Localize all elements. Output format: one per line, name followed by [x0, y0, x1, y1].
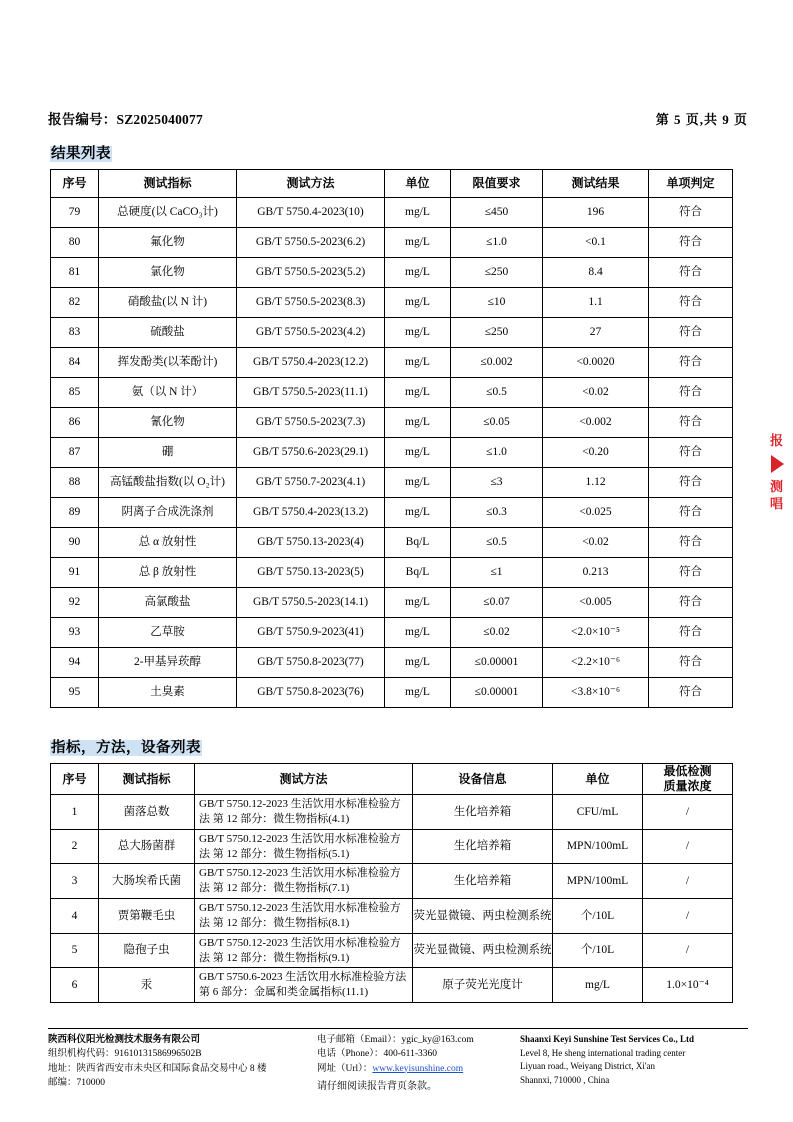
document-header: [48, 108, 748, 128]
cell-unit: mg/L: [385, 288, 451, 318]
cell-verdict: 符合: [649, 438, 733, 468]
cell-limit: ≤0.00001: [451, 678, 543, 708]
cell-limit: ≤450: [451, 198, 543, 228]
cell-unit: mg/L: [385, 468, 451, 498]
company-address-en-3: Shannxi, 710000 , China: [520, 1074, 610, 1085]
table-row: [51, 678, 733, 708]
cell-verdict: 符合: [649, 468, 733, 498]
page-indicator: 第 5 页,共 9 页: [655, 112, 748, 127]
table-row: [51, 258, 733, 288]
cell-item: 总大肠菌群: [99, 829, 195, 864]
footer-divider: [48, 1028, 748, 1029]
stamp-char-1: 报: [770, 433, 784, 448]
table-row: [51, 318, 733, 348]
cell-result: 8.4: [543, 258, 649, 288]
cell-result: <0.0020: [543, 348, 649, 378]
cell-unit: CFU/mL: [553, 795, 643, 830]
cell-no: 86: [51, 408, 99, 438]
table-row: [51, 408, 733, 438]
cell-verdict: 符合: [649, 258, 733, 288]
table-row: [51, 468, 733, 498]
cell-limit: ≤0.07: [451, 588, 543, 618]
cell-no: 81: [51, 258, 99, 288]
cell-no: 6: [51, 968, 99, 1003]
table-row: [51, 933, 733, 968]
footer-phone-line: [317, 1047, 513, 1061]
email-value: ygic_ky@163.com: [401, 1035, 474, 1045]
col-item: 测试指标: [99, 170, 237, 198]
cell-result: 1.1: [543, 288, 649, 318]
cell-item: 氨（以 N 计）: [99, 378, 237, 408]
cell-item: 高氯酸盐: [99, 588, 237, 618]
cell-result: 27: [543, 318, 649, 348]
cell-no: 79: [51, 198, 99, 228]
cell-item: 总硬度(以 CaCO₃计): [99, 198, 237, 228]
table-row: [51, 498, 733, 528]
cell-unit: MPN/100mL: [553, 864, 643, 899]
cell-limit: ≤0.00001: [451, 648, 543, 678]
cell-unit: MPN/100mL: [553, 829, 643, 864]
cell-unit: mg/L: [385, 438, 451, 468]
cell-limit: ≤0.05: [451, 408, 543, 438]
cell-mdl: /: [643, 933, 733, 968]
cell-limit: ≤1.0: [451, 438, 543, 468]
cell-no: 88: [51, 468, 99, 498]
cell-device: 原子荧光光度计: [413, 968, 553, 1003]
cell-no: 83: [51, 318, 99, 348]
cell-unit: mg/L: [385, 318, 451, 348]
cell-unit: mg/L: [385, 348, 451, 378]
cell-limit: ≤1: [451, 558, 543, 588]
cell-device: 荧光显微镜、两虫检测系统: [413, 899, 553, 934]
cell-unit: Bq/L: [385, 528, 451, 558]
cell-method: GB/T 5750.5-2023(6.2): [237, 228, 385, 258]
cell-method: GB/T 5750.8-2023(77): [237, 648, 385, 678]
company-code: 组织机构代码：91610131586996502B: [48, 1049, 202, 1060]
cell-method: GB/T 5750.5-2023(11.1): [237, 378, 385, 408]
cell-limit: ≤250: [451, 258, 543, 288]
cell-item: 氯化物: [99, 258, 237, 288]
footer-contact-info: [317, 1033, 513, 1094]
table-row: [51, 968, 733, 1003]
cell-item: 总 α 放射性: [99, 528, 237, 558]
cell-method: GB/T 5750.12-2023 生活饮用水标准检验方法 第 12 部分：微生物指标(4.1): [195, 795, 413, 830]
cell-item: 乙草胺: [99, 618, 237, 648]
company-name-en: Shaanxi Keyi Sunshine Test Services Co., Ltd: [520, 1034, 695, 1044]
cell-result: <2.2×10⁻⁶: [543, 648, 649, 678]
cell-verdict: 符合: [649, 678, 733, 708]
cell-mdl: /: [643, 899, 733, 934]
cell-no: 80: [51, 228, 99, 258]
cell-verdict: 符合: [649, 378, 733, 408]
cell-result: <0.1: [543, 228, 649, 258]
table-row: [51, 348, 733, 378]
cell-mdl: /: [643, 829, 733, 864]
col-no: 序号: [51, 170, 99, 198]
col-limit: 限值要求: [451, 170, 543, 198]
cell-result: <0.20: [543, 438, 649, 468]
cell-method: GB/T 5750.13-2023(4): [237, 528, 385, 558]
cell-unit: mg/L: [385, 678, 451, 708]
col-unit: 单位: [385, 170, 451, 198]
cell-device: 生化培养箱: [413, 864, 553, 899]
cell-no: 84: [51, 348, 99, 378]
cell-verdict: 符合: [649, 528, 733, 558]
cell-unit: Bq/L: [385, 558, 451, 588]
cell-verdict: 符合: [649, 588, 733, 618]
results-table-header-row: [51, 170, 733, 198]
cell-method: GB/T 5750.13-2023(5): [237, 558, 385, 588]
cell-device: 荧光显微镜、两虫检测系统: [413, 933, 553, 968]
company-postcode: 邮编：710000: [48, 1077, 106, 1088]
results-table: [50, 169, 733, 708]
equipment-table-header-row: [51, 764, 733, 795]
company-name-cn: 陕西科仪阳光检测技术服务有限公司: [48, 1035, 201, 1045]
footer-url-line: [317, 1062, 513, 1076]
cell-no: 94: [51, 648, 99, 678]
col-result: 测试结果: [543, 170, 649, 198]
cell-unit: mg/L: [385, 648, 451, 678]
cell-verdict: 符合: [649, 288, 733, 318]
equipment-section-title-text: 指标，方法，设备列表: [51, 740, 201, 756]
cell-no: 4: [51, 899, 99, 934]
cell-unit: mg/L: [385, 618, 451, 648]
table-row: [51, 288, 733, 318]
cell-no: 5: [51, 933, 99, 968]
table-row: [51, 899, 733, 934]
cell-no: 2: [51, 829, 99, 864]
cell-method: GB/T 5750.12-2023 生活饮用水标准检验方法 第 12 部分：微生物指标(9.1): [195, 933, 413, 968]
cell-method: GB/T 5750.5-2023(7.3): [237, 408, 385, 438]
cell-device: 生化培养箱: [413, 829, 553, 864]
cell-verdict: 符合: [649, 228, 733, 258]
cell-result: <3.8×10⁻⁶: [543, 678, 649, 708]
table-row: [51, 618, 733, 648]
cell-result: <0.02: [543, 378, 649, 408]
cell-item: 总 β 放射性: [99, 558, 237, 588]
cell-item: 硝酸盐(以 N 计): [99, 288, 237, 318]
col-mdl-line1: 最低检测: [663, 764, 712, 778]
cell-method: GB/T 5750.12-2023 生活饮用水标准检验方法 第 12 部分：微生物指标(7.1): [195, 864, 413, 899]
stamp-char-2: 测: [770, 478, 784, 494]
cell-no: 95: [51, 678, 99, 708]
table-row: [51, 829, 733, 864]
cell-result: 0.213: [543, 558, 649, 588]
table-row: [51, 378, 733, 408]
cell-no: 91: [51, 558, 99, 588]
equipment-section-title: [50, 736, 748, 757]
cell-result: <0.002: [543, 408, 649, 438]
col-no: 序号: [51, 764, 99, 795]
cell-item: 氰化物: [99, 408, 237, 438]
company-address-en-1: Level 8, He sheng international trading center: [520, 1047, 686, 1058]
cell-unit: mg/L: [553, 968, 643, 1003]
cell-limit: ≤0.5: [451, 528, 543, 558]
cell-item: 挥发酚类(以苯酚计): [99, 348, 237, 378]
cell-limit: ≤0.002: [451, 348, 543, 378]
cell-unit: mg/L: [385, 198, 451, 228]
cell-item: 硫酸盐: [99, 318, 237, 348]
cell-limit: ≤3: [451, 468, 543, 498]
cell-item: 隐孢子虫: [99, 933, 195, 968]
company-address-cn: 地址：陕西省西安市未央区和国际食品交易中心 8 楼: [48, 1063, 267, 1074]
cell-item: 氟化物: [99, 228, 237, 258]
cell-limit: ≤0.3: [451, 498, 543, 528]
results-section-title-text: 结果列表: [51, 146, 111, 162]
equipment-table: [50, 763, 733, 1003]
cell-result: <0.005: [543, 588, 649, 618]
red-stamp: [770, 432, 793, 513]
cell-device: 生化培养箱: [413, 795, 553, 830]
stamp-char-3: 唱: [770, 496, 784, 512]
cell-method: GB/T 5750.6-2023 生活饮用水标准检验方法 第 6 部分：金属和类金属指标(11.1): [195, 968, 413, 1003]
col-mdl: [643, 764, 733, 795]
phone-label: 电话（Phone）：: [317, 1049, 384, 1060]
cell-verdict: 符合: [649, 318, 733, 348]
cell-method: GB/T 5750.8-2023(76): [237, 678, 385, 708]
col-mdl-line2: 质量浓度: [663, 779, 712, 793]
cell-method: GB/T 5750.4-2023(10): [237, 198, 385, 228]
cell-method: GB/T 5750.5-2023(14.1): [237, 588, 385, 618]
cell-verdict: 符合: [649, 198, 733, 228]
table-row: [51, 528, 733, 558]
cell-method: GB/T 5750.5-2023(4.2): [237, 318, 385, 348]
table-row: [51, 228, 733, 258]
table-row: [51, 795, 733, 830]
cell-result: <2.0×10⁻⁵: [543, 618, 649, 648]
cell-verdict: 符合: [649, 348, 733, 378]
cell-limit: ≤10: [451, 288, 543, 318]
cell-method: GB/T 5750.7-2023(4.1): [237, 468, 385, 498]
cell-verdict: 符合: [649, 648, 733, 678]
cell-no: 92: [51, 588, 99, 618]
cell-item: 汞: [99, 968, 195, 1003]
report-number-value: SZ2025040077: [116, 112, 203, 127]
cell-result: <0.025: [543, 498, 649, 528]
page-footer: [48, 1028, 748, 1094]
col-device: 设备信息: [413, 764, 553, 795]
cell-mdl: 1.0×10⁻⁴: [643, 968, 733, 1003]
cell-no: 1: [51, 795, 99, 830]
cell-method: GB/T 5750.12-2023 生活饮用水标准检验方法 第 12 部分：微生物指标(8.1): [195, 899, 413, 934]
cell-unit: 个/10L: [553, 933, 643, 968]
cell-no: 3: [51, 864, 99, 899]
cell-result: 196: [543, 198, 649, 228]
cell-method: GB/T 5750.4-2023(13.2): [237, 498, 385, 528]
cell-limit: ≤250: [451, 318, 543, 348]
cell-unit: mg/L: [385, 228, 451, 258]
phone-value: 400-611-3360: [383, 1049, 437, 1060]
stamp-arrow-icon: [771, 455, 784, 473]
footer-company-info: [48, 1033, 310, 1094]
url-label: 网址（Url）：: [317, 1063, 373, 1074]
footer-company-info-en: [520, 1033, 748, 1094]
cell-unit: mg/L: [385, 258, 451, 288]
cell-no: 87: [51, 438, 99, 468]
table-row: [51, 558, 733, 588]
cell-item: 大肠埃希氏菌: [99, 864, 195, 899]
results-section-title: [50, 142, 748, 163]
cell-item: 贾第鞭毛虫: [99, 899, 195, 934]
cell-no: 90: [51, 528, 99, 558]
cell-limit: ≤0.5: [451, 378, 543, 408]
cell-item: 高锰酸盐指数(以 O₂计): [99, 468, 237, 498]
cell-method: GB/T 5750.6-2023(29.1): [237, 438, 385, 468]
cell-limit: ≤0.02: [451, 618, 543, 648]
cell-item: 阴离子合成洗涤剂: [99, 498, 237, 528]
cell-verdict: 符合: [649, 618, 733, 648]
table-row: [51, 648, 733, 678]
cell-mdl: /: [643, 864, 733, 899]
cell-no: 85: [51, 378, 99, 408]
website-link[interactable]: www.keyisunshine.com: [372, 1063, 464, 1074]
cell-method: GB/T 5750.5-2023(5.2): [237, 258, 385, 288]
table-row: [51, 864, 733, 899]
cell-unit: mg/L: [385, 378, 451, 408]
cell-unit: mg/L: [385, 498, 451, 528]
table-row: [51, 438, 733, 468]
page-content: [48, 108, 748, 1003]
col-verdict: 单项判定: [649, 170, 733, 198]
footer-email-line: [317, 1033, 513, 1047]
email-label: 电子邮箱（Email）：: [317, 1035, 402, 1045]
cell-verdict: 符合: [649, 558, 733, 588]
cell-item: 菌落总数: [99, 795, 195, 830]
cell-verdict: 符合: [649, 498, 733, 528]
cell-no: 89: [51, 498, 99, 528]
cell-result: 1.12: [543, 468, 649, 498]
section-spacer: [48, 708, 748, 734]
report-number: [48, 108, 203, 128]
cell-result: <0.02: [543, 528, 649, 558]
cell-item: 2-甲基异莰醇: [99, 648, 237, 678]
footer-note: 请仔细阅读报告背页条款。: [317, 1080, 437, 1092]
cell-unit: mg/L: [385, 408, 451, 438]
cell-method: GB/T 5750.5-2023(8.3): [237, 288, 385, 318]
cell-unit: 个/10L: [553, 899, 643, 934]
cell-method: GB/T 5750.9-2023(41): [237, 618, 385, 648]
col-method: 测试方法: [195, 764, 413, 795]
cell-item: 硼: [99, 438, 237, 468]
report-number-label: 报告编号：: [48, 112, 117, 127]
table-row: [51, 588, 733, 618]
table-row: [51, 198, 733, 228]
company-address-en-2: Liyuan road., Weiyang District, Xi'an: [520, 1061, 655, 1071]
cell-item: 土臭素: [99, 678, 237, 708]
cell-unit: mg/L: [385, 588, 451, 618]
cell-verdict: 符合: [649, 408, 733, 438]
cell-limit: ≤1.0: [451, 228, 543, 258]
cell-mdl: /: [643, 795, 733, 830]
col-unit: 单位: [553, 764, 643, 795]
cell-method: GB/T 5750.4-2023(12.2): [237, 348, 385, 378]
cell-no: 93: [51, 618, 99, 648]
col-method: 测试方法: [237, 170, 385, 198]
cell-no: 82: [51, 288, 99, 318]
col-item: 测试指标: [99, 764, 195, 795]
cell-method: GB/T 5750.12-2023 生活饮用水标准检验方法 第 12 部分：微生物指标(5.1): [195, 829, 413, 864]
